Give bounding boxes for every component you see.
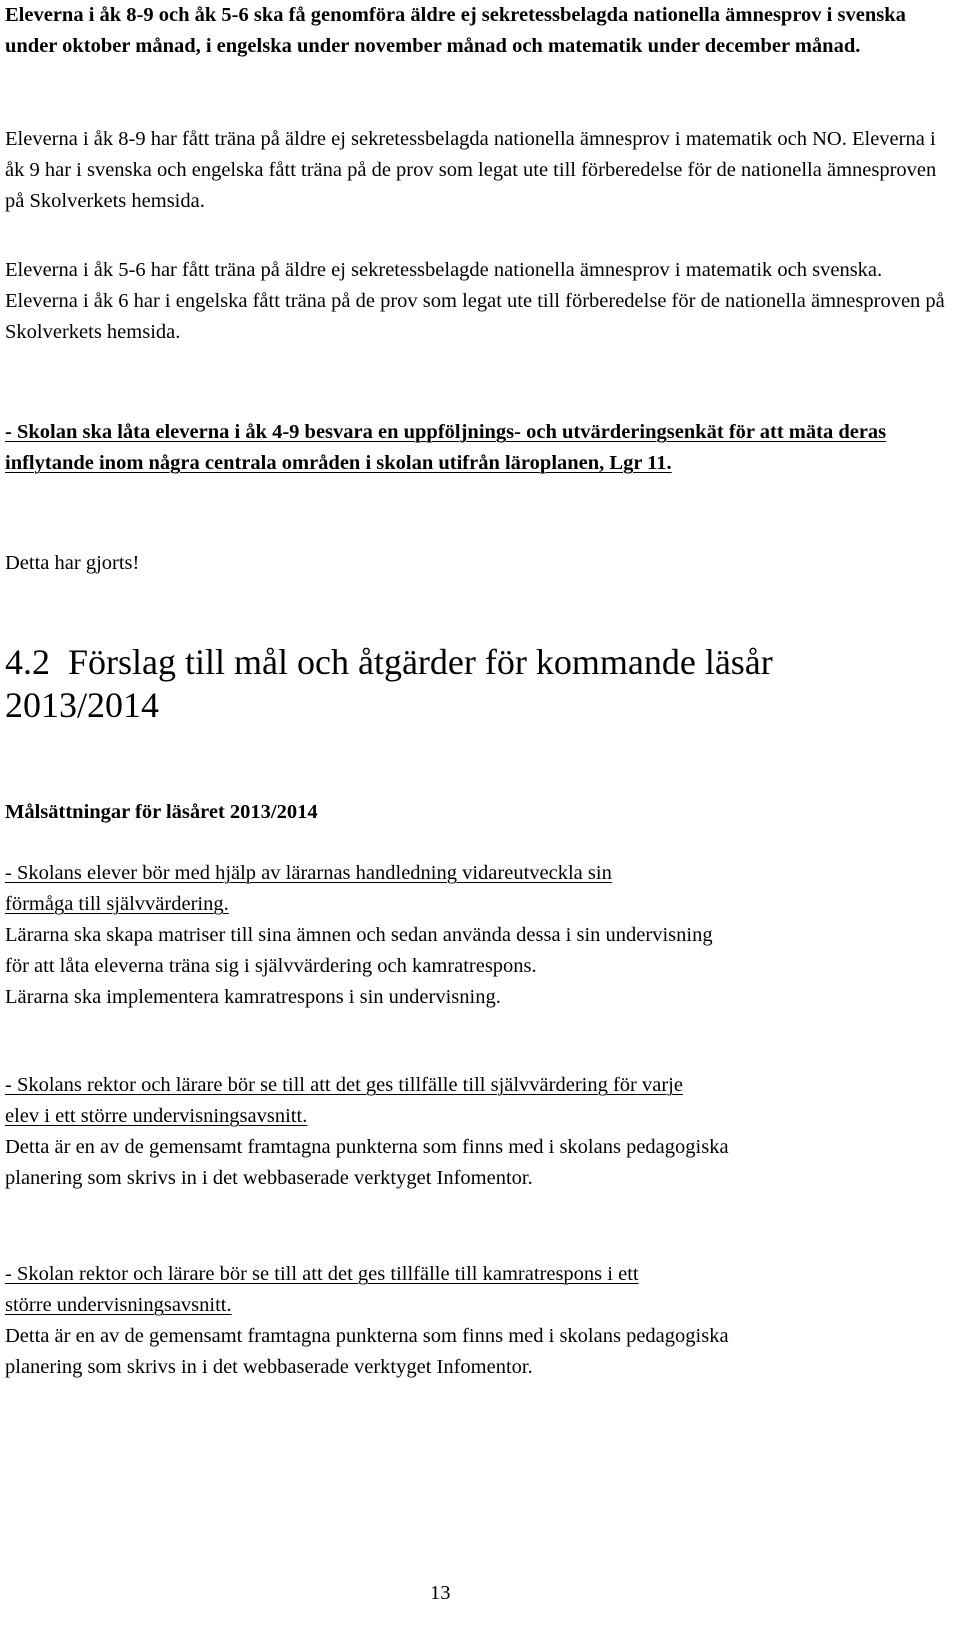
goal-2-body-line-2: planering som skrivs in i det webbaserade verktyget Infomentor. bbox=[5, 1167, 533, 1189]
goal-2-title-line-2: elev i ett större undervisningsavsnitt. bbox=[5, 1105, 308, 1127]
section-heading-line-1: 4.2 Förslag till mål och åtgärder för kommande läsår bbox=[5, 642, 773, 682]
intro-bold-paragraph: Eleverna i åk 8-9 och åk 5-6 ska få genomföra äldre ej sekretessbelagda nationella ämnesprov i svenska under oktober månad, i engelska under november månad och matematik under december månad. bbox=[5, 4, 906, 57]
goal-3-body-line-1: Detta är en av de gemensamt framtagna punkterna som finns med i skolans pedagogiska bbox=[5, 1325, 729, 1347]
intro-paragraph-1: Eleverna i åk 8-9 har fått träna på äldre ej sekretessbelagda nationella ämnesprov i matematik och NO. Eleverna i åk 9 har i svenska och engelska fått träna på de prov som legat ute till förberedelse för de nationella ämnesproven på Skolverkets hemsida. bbox=[5, 128, 937, 212]
goal-1-title-line-2: förmåga till självvärdering. bbox=[5, 893, 229, 915]
goal-3 bbox=[5, 1259, 955, 1383]
goal-1-body-line-3: Lärarna ska implementera kamratrespons i sin undervisning. bbox=[5, 986, 501, 1008]
goal-1-body-line-1: Lärarna ska skapa matriser till sina ämnen och sedan använda dessa i sin undervisning bbox=[5, 924, 713, 946]
goal-2-title-line-1: - Skolans rektor och lärare bör se till att det ges tillfälle till självvärdering för varje bbox=[5, 1074, 683, 1096]
goal-1 bbox=[5, 858, 955, 1013]
goal-3-body-line-2: planering som skrivs in i det webbaserade verktyget Infomentor. bbox=[5, 1356, 533, 1378]
goal-2-body-line-1: Detta är en av de gemensamt framtagna punkterna som finns med i skolans pedagogiska bbox=[5, 1136, 729, 1158]
page-number-text: 13 bbox=[430, 1582, 451, 1604]
goals-heading: Målsättningar för läsåret 2013/2014 bbox=[5, 801, 318, 823]
section-heading-line-2: 2013/2014 bbox=[5, 685, 160, 725]
goal-2 bbox=[5, 1070, 955, 1194]
goal-3-title-line-2: större undervisningsavsnitt. bbox=[5, 1294, 232, 1316]
survey-goal: - Skolan ska låta eleverna i åk 4-9 besvara en uppföljnings- och utvärderingsenkät för att mäta deras inflytande inom några centrala områden i skolan utifrån läroplanen, Lgr 11. bbox=[5, 421, 887, 474]
goal-3-title-line-1: - Skolan rektor och lärare bör se till att det ges tillfälle till kamratrespons i ett bbox=[5, 1263, 639, 1285]
goal-1-title-line-1: - Skolans elever bör med hjälp av lärarnas handledning vidareutveckla sin bbox=[5, 862, 612, 884]
intro-paragraph-2: Eleverna i åk 5-6 har fått träna på äldre ej sekretessbelagde nationella ämnesprov i matematik och svenska. Eleverna i åk 6 har i engelska fått träna på de prov som legat ute till förberedelse för de nationella ämnesproven på Skolverkets hemsida. bbox=[5, 259, 945, 343]
survey-status: Detta har gjorts! bbox=[5, 552, 140, 574]
section-heading bbox=[5, 641, 955, 727]
goal-1-body-line-2: för att låta eleverna träna sig i självvärdering och kamratrespons. bbox=[5, 955, 537, 977]
